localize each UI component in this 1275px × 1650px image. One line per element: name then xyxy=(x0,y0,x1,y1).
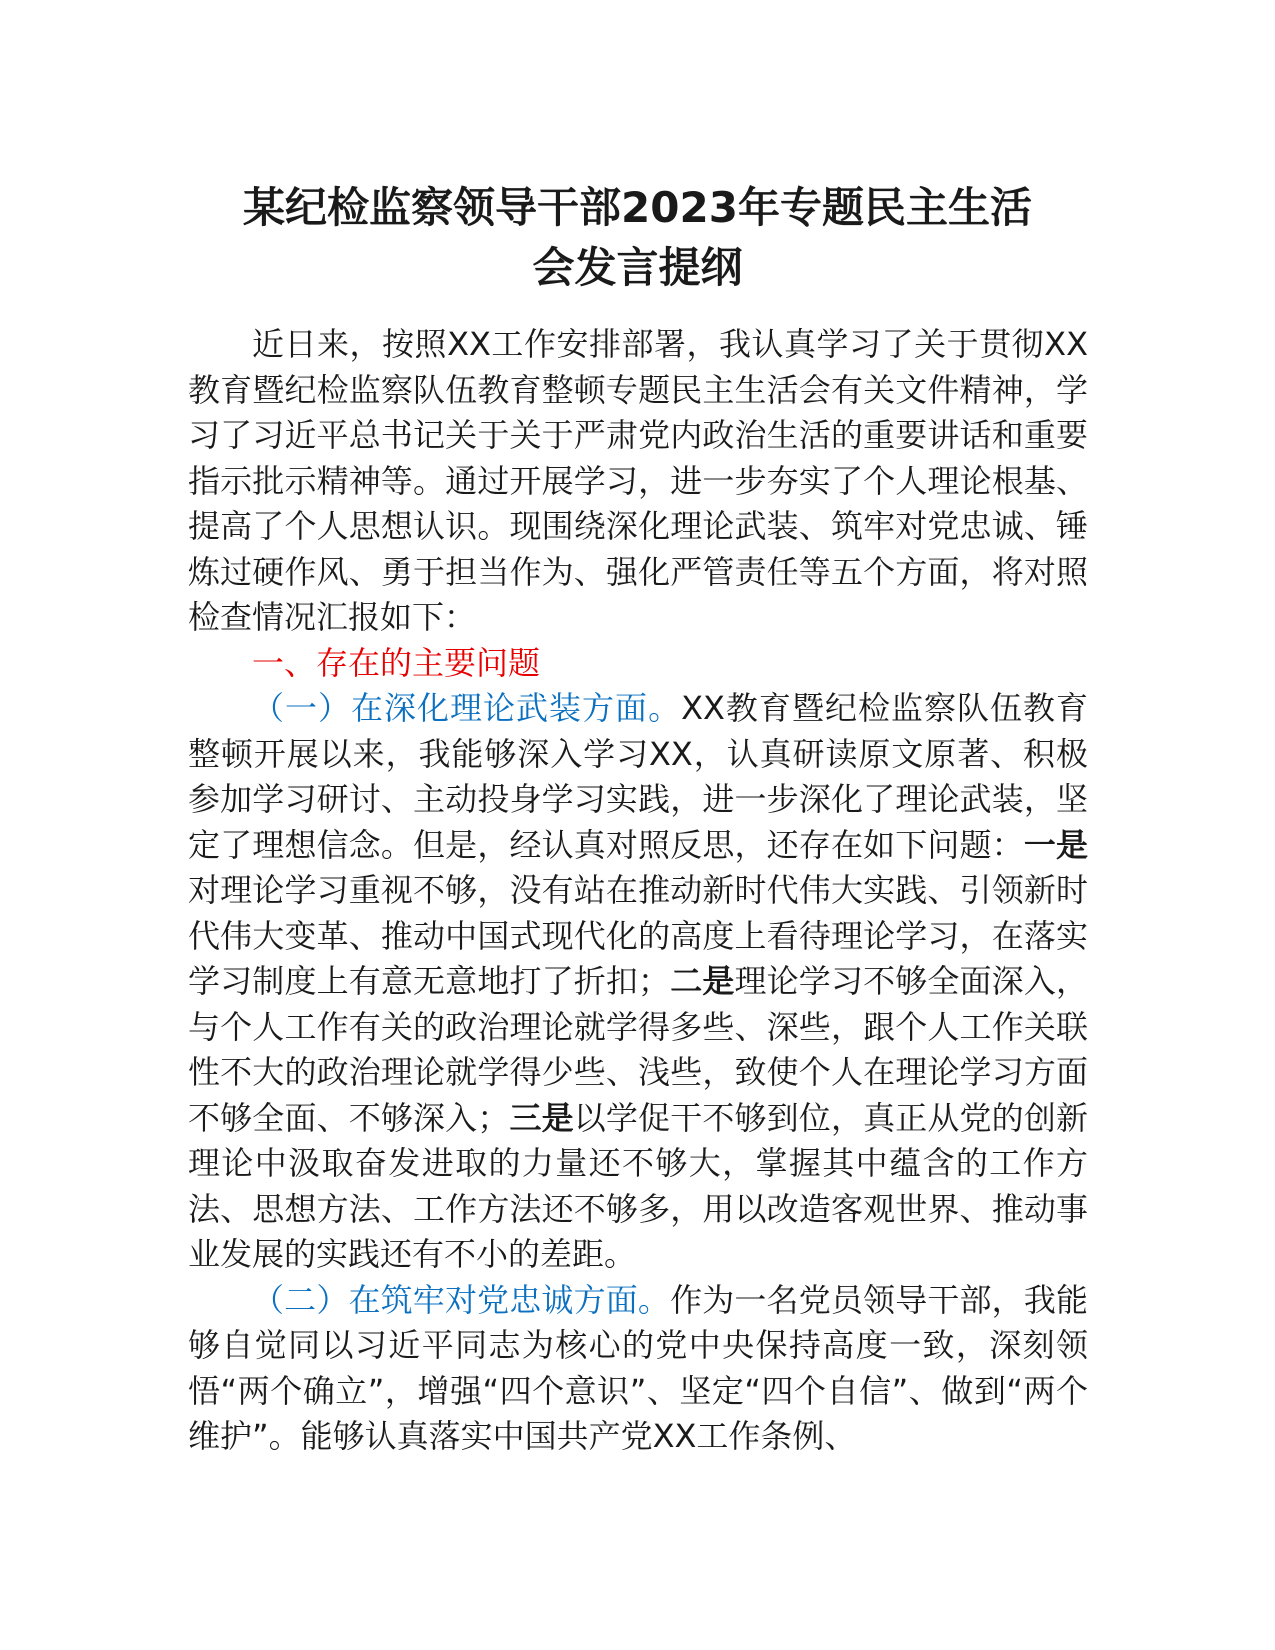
point-1-label: 一是 xyxy=(1023,825,1088,864)
subsection-2-text: 作为一名党员领导干部，我能够自觉同以习近平同志为核心的党中央保持高度一致，深刻领悟“两个确立”，增强“四个意识”、坚定“四个自信”、做到“两个维护”。能够认真落实中国共产党XX工作条例、 xyxy=(188,1280,1088,1455)
document-body xyxy=(188,322,1088,1460)
title-line-2: 会发言提纲 xyxy=(532,243,743,292)
point-3-text: 以学促干不够到位，真正从党的创新理论中汲取奋发进取的力量还不够大，掌握其中蕴含的工作方法、思想方法、工作方法还不够多，用以改造客观世界、推动事业发展的实践还有不小的差距。 xyxy=(188,1098,1088,1273)
subsection-1-paragraph xyxy=(188,686,1088,1278)
point-3-label: 三是 xyxy=(509,1098,574,1137)
subsection-2-heading: （二）在筑牢对党忠诚方面。 xyxy=(252,1280,671,1319)
point-2-label: 二是 xyxy=(670,962,735,1000)
point-1-text: 对理论学习重视不够，没有站在推动新时代伟大实践、引领新时代伟大变革、推动中国式现代化的高度上看待理论学习，在落实学习制度上有意无意地打了折扣； xyxy=(188,871,1088,1000)
title-line-1: 某纪检监察领导干部2023年专题民主生活 xyxy=(243,183,1032,232)
section-heading-problems: 一、存在的主要问题 xyxy=(252,643,541,682)
subsection-1-heading: （一）在深化理论武装方面。 xyxy=(252,689,682,727)
point-2-text: 理论学习不够全面深入，与个人工作有关的政治理论就学得多些、深些，跟个人工作关联性不大的政治理论就学得少些、浅些，致使个人在理论学习方面不够全面、不够深入； xyxy=(188,962,1088,1137)
subsection-1-text: XX教育暨纪检监察队伍教育整顿开展以来，我能够深入学习XX，认真研读原文原著、积极参加学习研讨、主动投身学习实践，进一步深化了理论武装，坚定了理想信念。但是，经认真对照反思，还存在如下问题： xyxy=(188,689,1088,864)
subsection-2-paragraph xyxy=(188,1278,1088,1460)
document-title xyxy=(180,178,1095,298)
intro-paragraph: 近日来，按照XX工作安排部署，我认真学习了关于贯彻XX教育暨纪检监察队伍教育整顿专题民主生活会有关文件精神，学习了习近平总书记关于关于严肃党内政治生活的重要讲话和重要指示批示精神等。通过开展学习，进一步夯实了个人理论根基、提高了个人思想认识。现围绕深化理论武装、筑牢对党忠诚、锤炼过硬作风、勇于担当作为、强化严管责任等五个方面，将对照检查情况汇报如下： xyxy=(188,325,1088,636)
